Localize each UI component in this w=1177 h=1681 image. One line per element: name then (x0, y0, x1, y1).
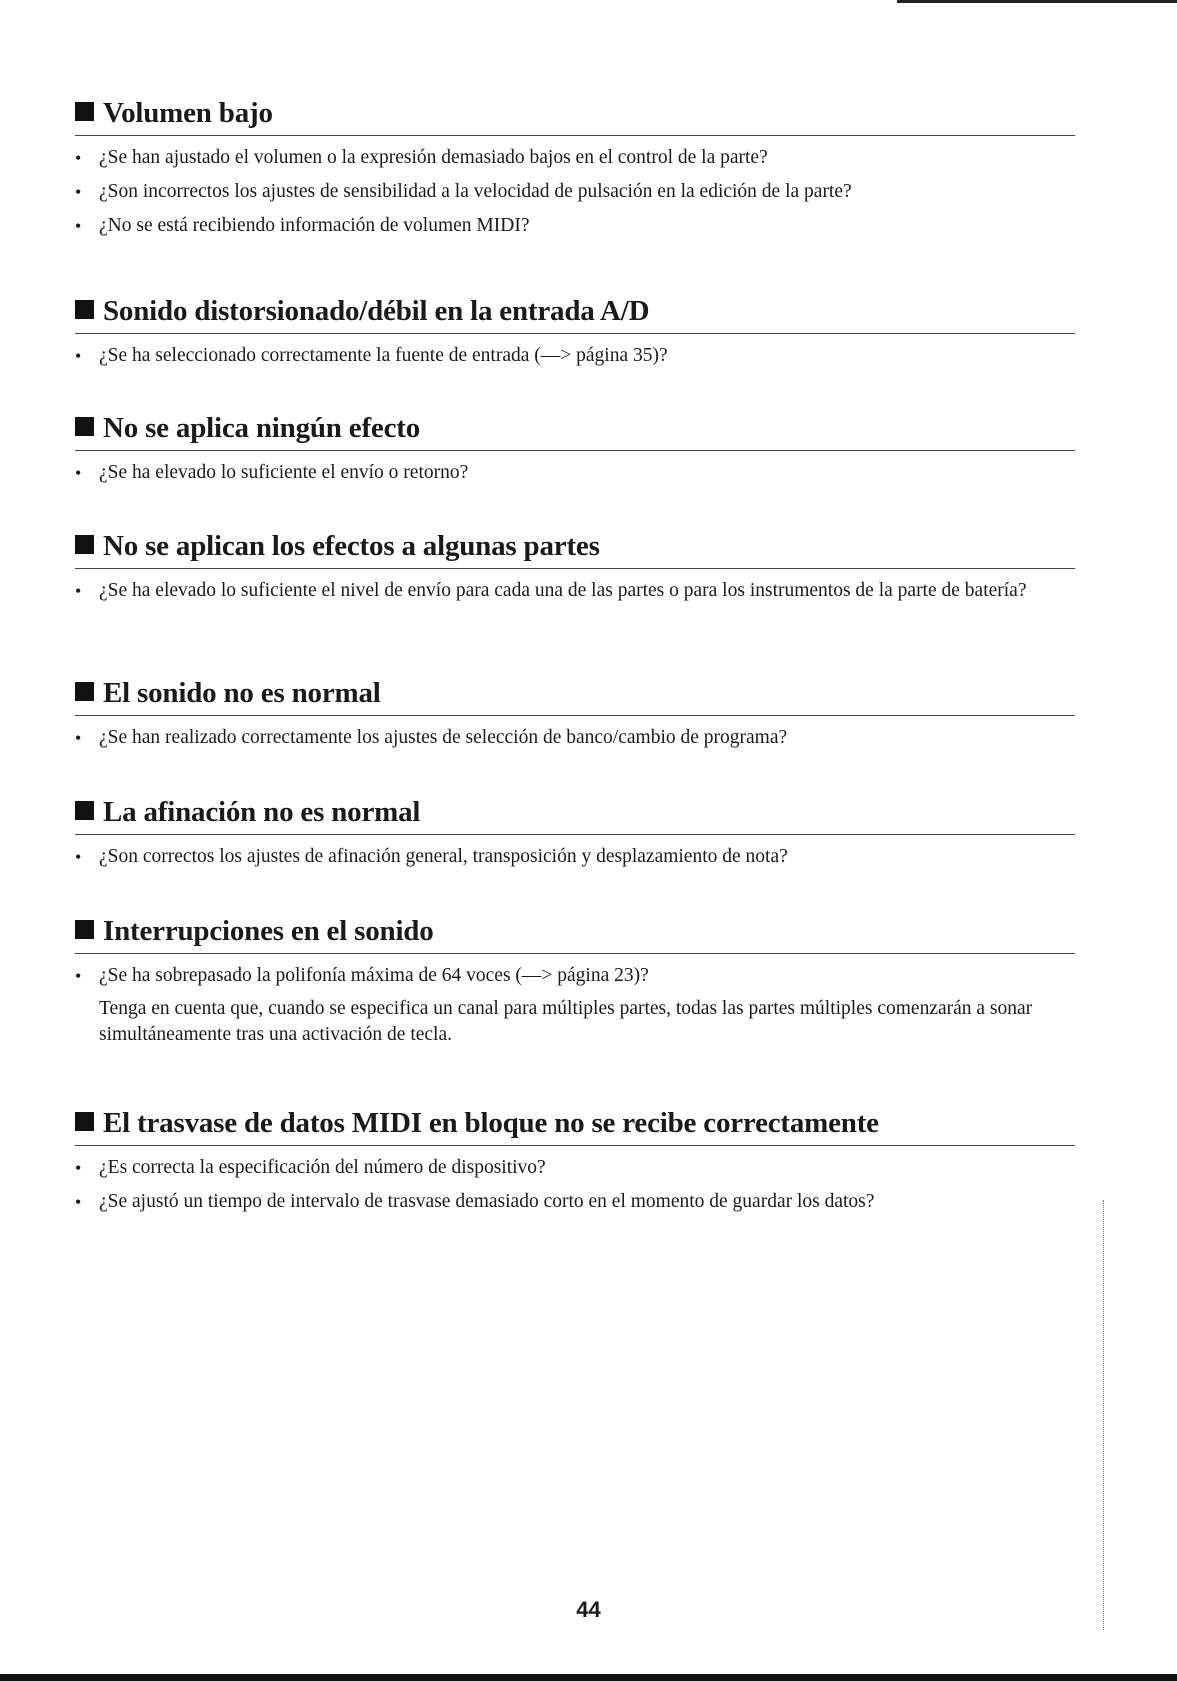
section-efectos-algunas-partes (75, 528, 1075, 611)
bullet-item: • ¿Se han realizado correctamente los ajustes de selección de banco/cambio de programa? (75, 724, 1075, 752)
section-heading (75, 913, 1075, 954)
bullet-list (75, 342, 1075, 370)
section-trasvase-midi (75, 1105, 1075, 1222)
section-afinacion-no-normal (75, 794, 1075, 877)
bullet-list (75, 724, 1075, 752)
section-sonido-distorsionado (75, 293, 1075, 376)
bullet-list (75, 144, 1075, 240)
page-top-rule (897, 0, 1177, 3)
bullet-item: • ¿Se ajustó un tiempo de intervalo de trasvase demasiado corto en el momento de guardar los datos? (75, 1188, 1075, 1216)
section-heading-text: El sonido no es normal (103, 677, 381, 709)
section-heading-text: Sonido distorsionado/débil en la entrada A/D (103, 295, 650, 327)
bullet-list (75, 459, 1075, 487)
bullet-item: • ¿Se ha elevado lo suficiente el nivel de envío para cada una de las partes o para los instrumentos de la parte de batería? (75, 577, 1075, 605)
bullet-list (75, 962, 1075, 990)
bullet-item: • ¿Se ha elevado lo suficiente el envío o retorno? (75, 459, 1075, 487)
section-heading (75, 1105, 1075, 1146)
square-bullet-icon (75, 1112, 94, 1131)
section-heading-text: No se aplica ningún efecto (103, 412, 421, 444)
scan-edge-mark (1103, 1200, 1105, 1630)
bullet-list (75, 577, 1075, 605)
section-sonido-no-normal (75, 675, 1075, 758)
section-heading-text: El trasvase de datos MIDI en bloque no se recibe correctamente (103, 1107, 879, 1139)
square-bullet-icon (75, 300, 94, 319)
page-bottom-rule (0, 1674, 1177, 1681)
section-heading (75, 293, 1075, 334)
section-heading (75, 410, 1075, 451)
bullet-item: • ¿No se está recibiendo información de volumen MIDI? (75, 212, 1075, 240)
bullet-item: • ¿Se han ajustado el volumen o la expresión demasiado bajos en el control de la parte? (75, 144, 1075, 172)
page-number: 44 (576, 1597, 601, 1622)
section-no-se-aplica-efecto (75, 410, 1075, 493)
section-heading-text: Interrupciones en el sonido (103, 915, 434, 947)
square-bullet-icon (75, 417, 94, 436)
bullet-item: • ¿Son correctos los ajustes de afinación general, transposición y desplazamiento de nota? (75, 843, 1075, 871)
section-heading-text: La afinación no es normal (103, 796, 421, 828)
bullet-list (75, 1154, 1075, 1216)
bullet-item: • ¿Son incorrectos los ajustes de sensibilidad a la velocidad de pulsación en la edición de la parte? (75, 178, 1075, 206)
square-bullet-icon (75, 801, 94, 820)
square-bullet-icon (75, 102, 94, 121)
section-heading (75, 95, 1075, 136)
square-bullet-icon (75, 682, 94, 701)
bullet-item: • ¿Se ha seleccionado correctamente la fuente de entrada (—> página 35)? (75, 342, 1075, 370)
square-bullet-icon (75, 920, 94, 939)
section-heading (75, 675, 1075, 716)
section-volumen-bajo (75, 95, 1075, 246)
bullet-list (75, 843, 1075, 871)
bullet-item: • ¿Se ha sobrepasado la polifonía máxima de 64 voces (—> página 23)? (75, 962, 1075, 990)
section-note: Tenga en cuenta que, cuando se especifica un canal para múltiples partes, todas las partes múltiples comenzarán a sonar simultáneamente tras una activación de tecla. (99, 998, 1033, 1045)
square-bullet-icon (75, 535, 94, 554)
bullet-item: • ¿Es correcta la especificación del número de dispositivo? (75, 1154, 1075, 1182)
section-interrupciones-sonido (75, 913, 1075, 1048)
section-heading (75, 794, 1075, 835)
section-heading-text: Volumen bajo (103, 97, 273, 129)
section-heading (75, 528, 1075, 569)
section-heading-text: No se aplican los efectos a algunas partes (103, 530, 600, 562)
